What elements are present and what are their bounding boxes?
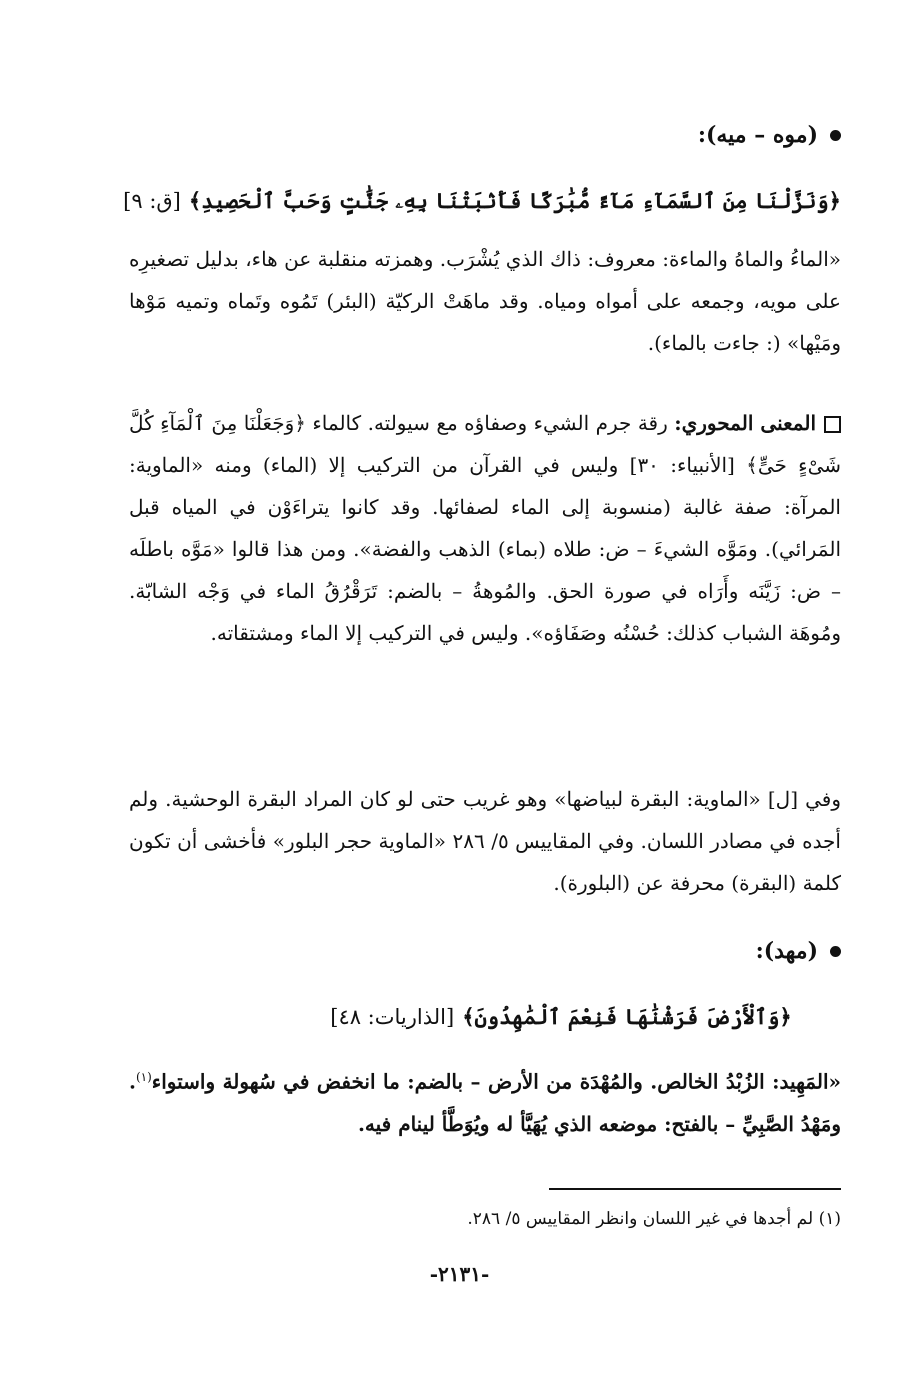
- quran-verse-dhariyat: [281, 1004, 841, 1029]
- page-number: -٢١٣١-: [429, 1262, 490, 1286]
- core-meaning-label: المعنى المحوري:: [674, 411, 816, 435]
- lexicon-quote-paragraph: [129, 1056, 841, 1145]
- lexicon-quote-text: «الماءُ والماهُ والماءة: معروف: ذاك الذي يُشْرَب. وهمزته منقلبة عن هاء، بدليل تصغيرِه على مويه، وجمعه على أمواه ومياه. وقد ماهَتْ الركيّة (البئر) تَمُوه وتَماه وتميه مَوْها ومَيْها» (: جاءت بالماء).: [129, 247, 841, 355]
- footnote-divider: [549, 1188, 841, 1190]
- footnote: [467, 1204, 841, 1234]
- note-text: وفي [ل] «الماوية: البقرة لبياضها» وهو غريب حتى لو كان المراد البقرة الوحشية. ولم أجده في مصادر اللسان. وفي المقاييس ٥/ ٢٨٦ «الماوية حجر البلور» فأخشى أن تكون كلمة (البقرة) محرفة عن (البلورة).: [129, 787, 841, 895]
- footnote-text: لم أجدها في غير اللسان وانظر المقاييس ٥/ ٢٨٦.: [467, 1209, 814, 1229]
- core-meaning-text: رقة جرم الشيء وصفاؤه مع سيولته. كالماء ﴿وَجَعَلْنَا مِنَ ٱلْمَآءِ كُلَّ شَىْءٍ حَىٍّ﴾ [الأنبياء: ٣٠] وليس في القرآن من التركيب إلا (الماء) ومنه «الماوية: المرآة: صفة غالبة (منسوبة إلى الماء لصفائها. وقد كانوا يتراءَوْن في المياه قبل المَرائي). ومَوَّه الشيءَ – ض: طلاه (بماء) الذهب والفضة». ومن هذا قالوا «مَوَّه باطلَه – ض: زَيَّنَه وأَرَاه في صورة الحق. والمُوهةُ – بالضم: تَرَقْرُقُ الماء في وَجْه الشابّة. ومُوهَة الشباب كذلك: حُسْنُه وصَفَاؤه». وليس في التركيب إلا الماء ومشتقاته.: [129, 411, 842, 645]
- bullet-icon: [830, 946, 841, 957]
- note-paragraph: [129, 778, 841, 904]
- quran-verse-qaf: [123, 188, 841, 214]
- lexicon-quote-paragraph: [129, 238, 841, 364]
- verse-reference: [ق: ٩]: [123, 189, 181, 213]
- entry-heading-text: (مهد):: [755, 938, 818, 964]
- core-meaning-paragraph: [129, 402, 841, 654]
- lexicon-quote-text-b: . ومَهْدُ الصَّبِيِّ – بالفتح: موضعه الذي يُهَيَّأ له ويُوَطَّأ لينام فيه.: [129, 1069, 841, 1136]
- footnote-number: (١): [818, 1209, 841, 1229]
- entry-heading-mawh: [698, 122, 841, 148]
- verse-text: ﴿وَنَزَّلْنَا مِنَ ٱلسَّمَآءِ مَآءً مُّبَٰرَكًا فَأَنۢبَتْنَا بِهِۦ جَنَّٰتٍ وَحَبَّ ٱلْحَصِيدِ﴾: [188, 188, 841, 213]
- verse-reference: [الذاريات: ٤٨]: [330, 1005, 455, 1029]
- footnote-marker: (١): [135, 1070, 152, 1084]
- verse-text: ﴿وَٱلْأَرْضَ فَرَشْنَٰهَا فَنِعْمَ ٱلْمَٰهِدُونَ﴾: [462, 1004, 792, 1029]
- entry-heading-text: (موه – ميه):: [697, 122, 818, 148]
- square-bullet-icon: [824, 416, 841, 433]
- entry-heading-mahd: [756, 938, 841, 964]
- lexicon-quote-text-a: «المَهِيد: الزُبْدُ الخالص. والمُهْدَة من الأرض – بالضم: ما انخفض في سُهولة واستواء: [151, 1069, 841, 1094]
- bullet-icon: [830, 130, 841, 141]
